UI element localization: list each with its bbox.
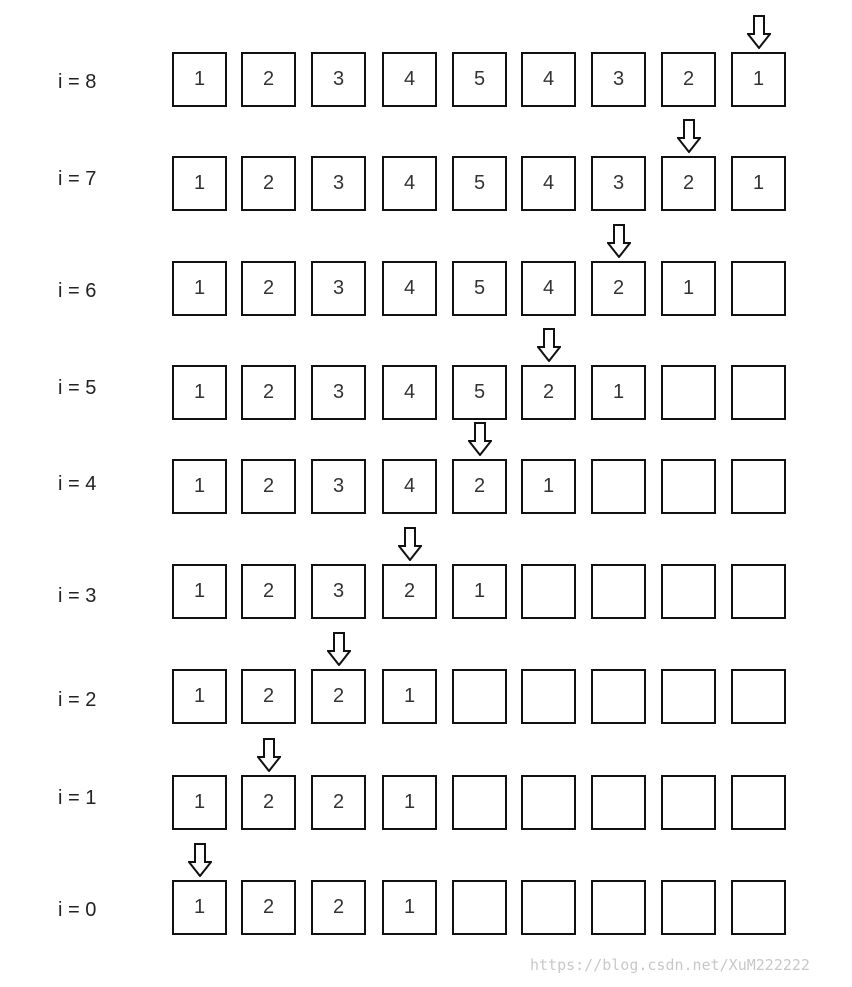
array-cell: 5: [452, 156, 507, 211]
array-cell: 5: [452, 365, 507, 420]
array-cell: 2: [452, 459, 507, 514]
array-cell: [731, 669, 786, 724]
array-cell: [661, 669, 716, 724]
array-cell: 3: [311, 52, 366, 107]
array-cell: 3: [311, 156, 366, 211]
array-cell: [731, 775, 786, 830]
row-label: i = 5: [58, 377, 97, 399]
array-cell: 2: [311, 880, 366, 935]
array-cell: [661, 459, 716, 514]
array-cell: 4: [382, 156, 437, 211]
row-label: i = 3: [58, 585, 97, 607]
array-cell: 1: [452, 564, 507, 619]
down-arrow-icon: [327, 632, 351, 666]
array-cell: [731, 459, 786, 514]
array-cell: [591, 669, 646, 724]
array-cell: [731, 880, 786, 935]
array-cell: 1: [382, 669, 437, 724]
array-cell: 3: [311, 261, 366, 316]
array-cell: 1: [172, 880, 227, 935]
array-cell: 5: [452, 261, 507, 316]
array-cell: [661, 880, 716, 935]
array-cell: 2: [241, 261, 296, 316]
array-cell: [452, 669, 507, 724]
array-cell: [731, 365, 786, 420]
array-cell: 1: [172, 52, 227, 107]
array-cell: 1: [172, 775, 227, 830]
array-cell: 1: [172, 564, 227, 619]
array-cell: 2: [241, 156, 296, 211]
array-cell: [661, 564, 716, 619]
array-cell: [521, 564, 576, 619]
array-cell: [591, 775, 646, 830]
array-cell: 1: [521, 459, 576, 514]
array-cell: 3: [591, 156, 646, 211]
array-cell: 1: [172, 156, 227, 211]
row-label: i = 8: [58, 71, 97, 93]
array-cell: 2: [661, 156, 716, 211]
array-cell: 2: [661, 52, 716, 107]
array-cell: [661, 775, 716, 830]
array-cell: [591, 459, 646, 514]
array-cell: 2: [591, 261, 646, 316]
array-cell: 4: [382, 261, 437, 316]
down-arrow-icon: [468, 422, 492, 456]
array-cell: 1: [382, 775, 437, 830]
array-cell: 2: [521, 365, 576, 420]
array-cell: 1: [172, 365, 227, 420]
array-cell: 2: [241, 459, 296, 514]
array-cell: 4: [521, 261, 576, 316]
down-arrow-icon: [257, 738, 281, 772]
array-cell: 4: [521, 156, 576, 211]
array-cell: [731, 261, 786, 316]
row-label: i = 7: [58, 168, 97, 190]
down-arrow-icon: [188, 843, 212, 877]
array-cell: 3: [311, 459, 366, 514]
array-cell: [452, 775, 507, 830]
array-cell: [452, 880, 507, 935]
array-cell: 1: [172, 459, 227, 514]
row-label: i = 1: [58, 787, 97, 809]
array-cell: 1: [591, 365, 646, 420]
array-cell: 2: [241, 880, 296, 935]
array-cell: [661, 365, 716, 420]
array-cell: [591, 880, 646, 935]
array-cell: 5: [452, 52, 507, 107]
array-cell: 1: [382, 880, 437, 935]
array-cell: 1: [172, 261, 227, 316]
array-cell: 4: [382, 459, 437, 514]
array-cell: 2: [241, 669, 296, 724]
array-cell: 4: [382, 365, 437, 420]
watermark: https://blog.csdn.net/XuM222222: [530, 956, 810, 974]
array-cell: 4: [521, 52, 576, 107]
array-cell: 3: [591, 52, 646, 107]
array-cell: 3: [311, 365, 366, 420]
row-label: i = 4: [58, 473, 97, 495]
row-label: i = 2: [58, 689, 97, 711]
row-label: i = 0: [58, 899, 97, 921]
down-arrow-icon: [537, 328, 561, 362]
array-cell: 2: [311, 775, 366, 830]
array-cell: 3: [311, 564, 366, 619]
array-cell: 2: [241, 564, 296, 619]
array-cell: 2: [311, 669, 366, 724]
array-cell: 1: [661, 261, 716, 316]
down-arrow-icon: [398, 527, 422, 561]
down-arrow-icon: [607, 224, 631, 258]
array-cell: 1: [731, 156, 786, 211]
down-arrow-icon: [747, 15, 771, 49]
array-cell: 4: [382, 52, 437, 107]
array-cell: 2: [241, 52, 296, 107]
row-label: i = 6: [58, 280, 97, 302]
array-cell: 1: [731, 52, 786, 107]
array-cell: 1: [172, 669, 227, 724]
array-cell: [521, 669, 576, 724]
array-cell: 2: [241, 775, 296, 830]
down-arrow-icon: [677, 119, 701, 153]
array-cell: [521, 880, 576, 935]
array-cell: [591, 564, 646, 619]
array-cell: [521, 775, 576, 830]
array-cell: 2: [382, 564, 437, 619]
array-cell: [731, 564, 786, 619]
array-cell: 2: [241, 365, 296, 420]
